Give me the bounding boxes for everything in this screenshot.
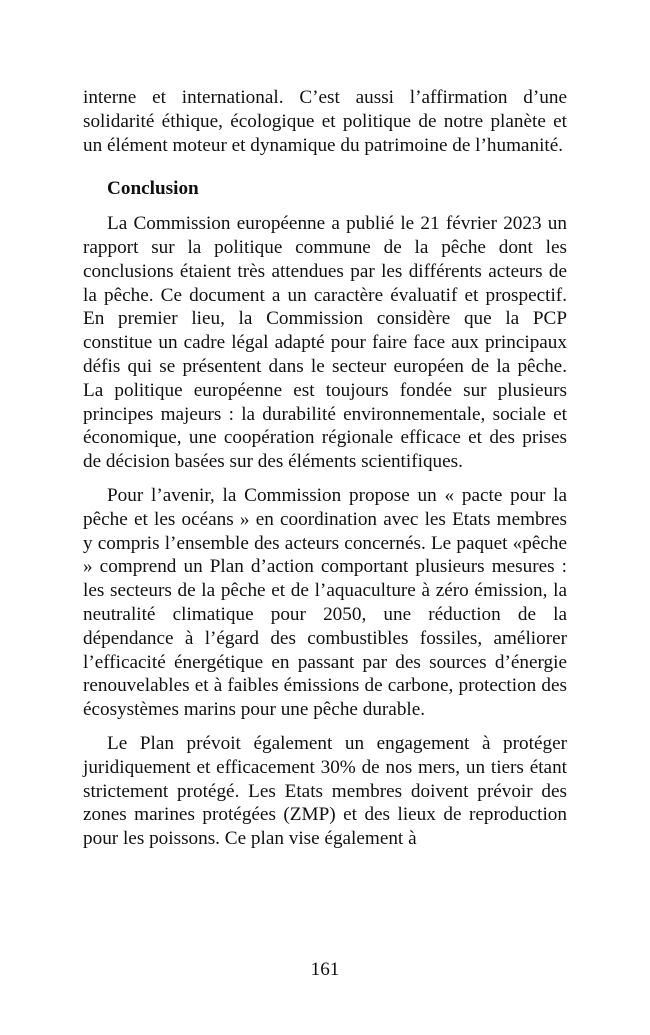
- paragraph-conclusion-3: Le Plan prévoit également un engagement à protéger juridiquement et efficacement 30% de nos mers, un tiers étant strictement protégé. Les Etats membres doivent prévoir des zones marines protégées (ZMP) et des lieux de reproduction pour les poissons. Ce plan vise également à: [83, 732, 567, 850]
- section-heading: Conclusion: [107, 178, 199, 200]
- paragraph-conclusion-2: Pour l’avenir, la Commission propose un « pacte pour la pêche et les océans » en coordination avec les Etats membres y compris l’ensemble des acteurs concernés. Le paquet «pêche » comprend un Plan d’action comportant plusieurs mesures : les secteurs de la pêche et de l’aquaculture à zéro émission, la neutralité climatique pour 2050, une réduction de la dépendance à l’égard des combustibles fossiles, améliorer l’efficacité énergétique en passant par des sources d’énergie renouvelables et à faibles émissions de carbone, protection des écosystèmes marins pour une pêche durable.: [83, 484, 567, 721]
- page-body: [83, 86, 567, 851]
- paragraph-conclusion-1: La Commission européenne a publié le 21 février 2023 un rapport sur la politique commune de la pêche dont les conclusions étaient très attendues par les différents acteurs de la pêche. Ce document a un caractère évaluatif et prospectif. En premier lieu, la Commission considère que la PCP constitue un cadre légal adapté pour faire face aux principaux défis qui se présentent dans le secteur européen de la pêche. La politique européenne est toujours fondée sur plusieurs principes majeurs : la durabilité environnementale, sociale et économique, une coopération régionale efficace et des prises de décision basées sur des éléments scientifiques.: [83, 213, 567, 473]
- paragraph-continuation: interne et international. C’est aussi l’affirmation d’une solidarité éthique, écologique et politique de notre planète et un élément moteur et dynamique du patrimoine de l’humanité.: [83, 87, 567, 156]
- page-number: 161: [310, 959, 340, 980]
